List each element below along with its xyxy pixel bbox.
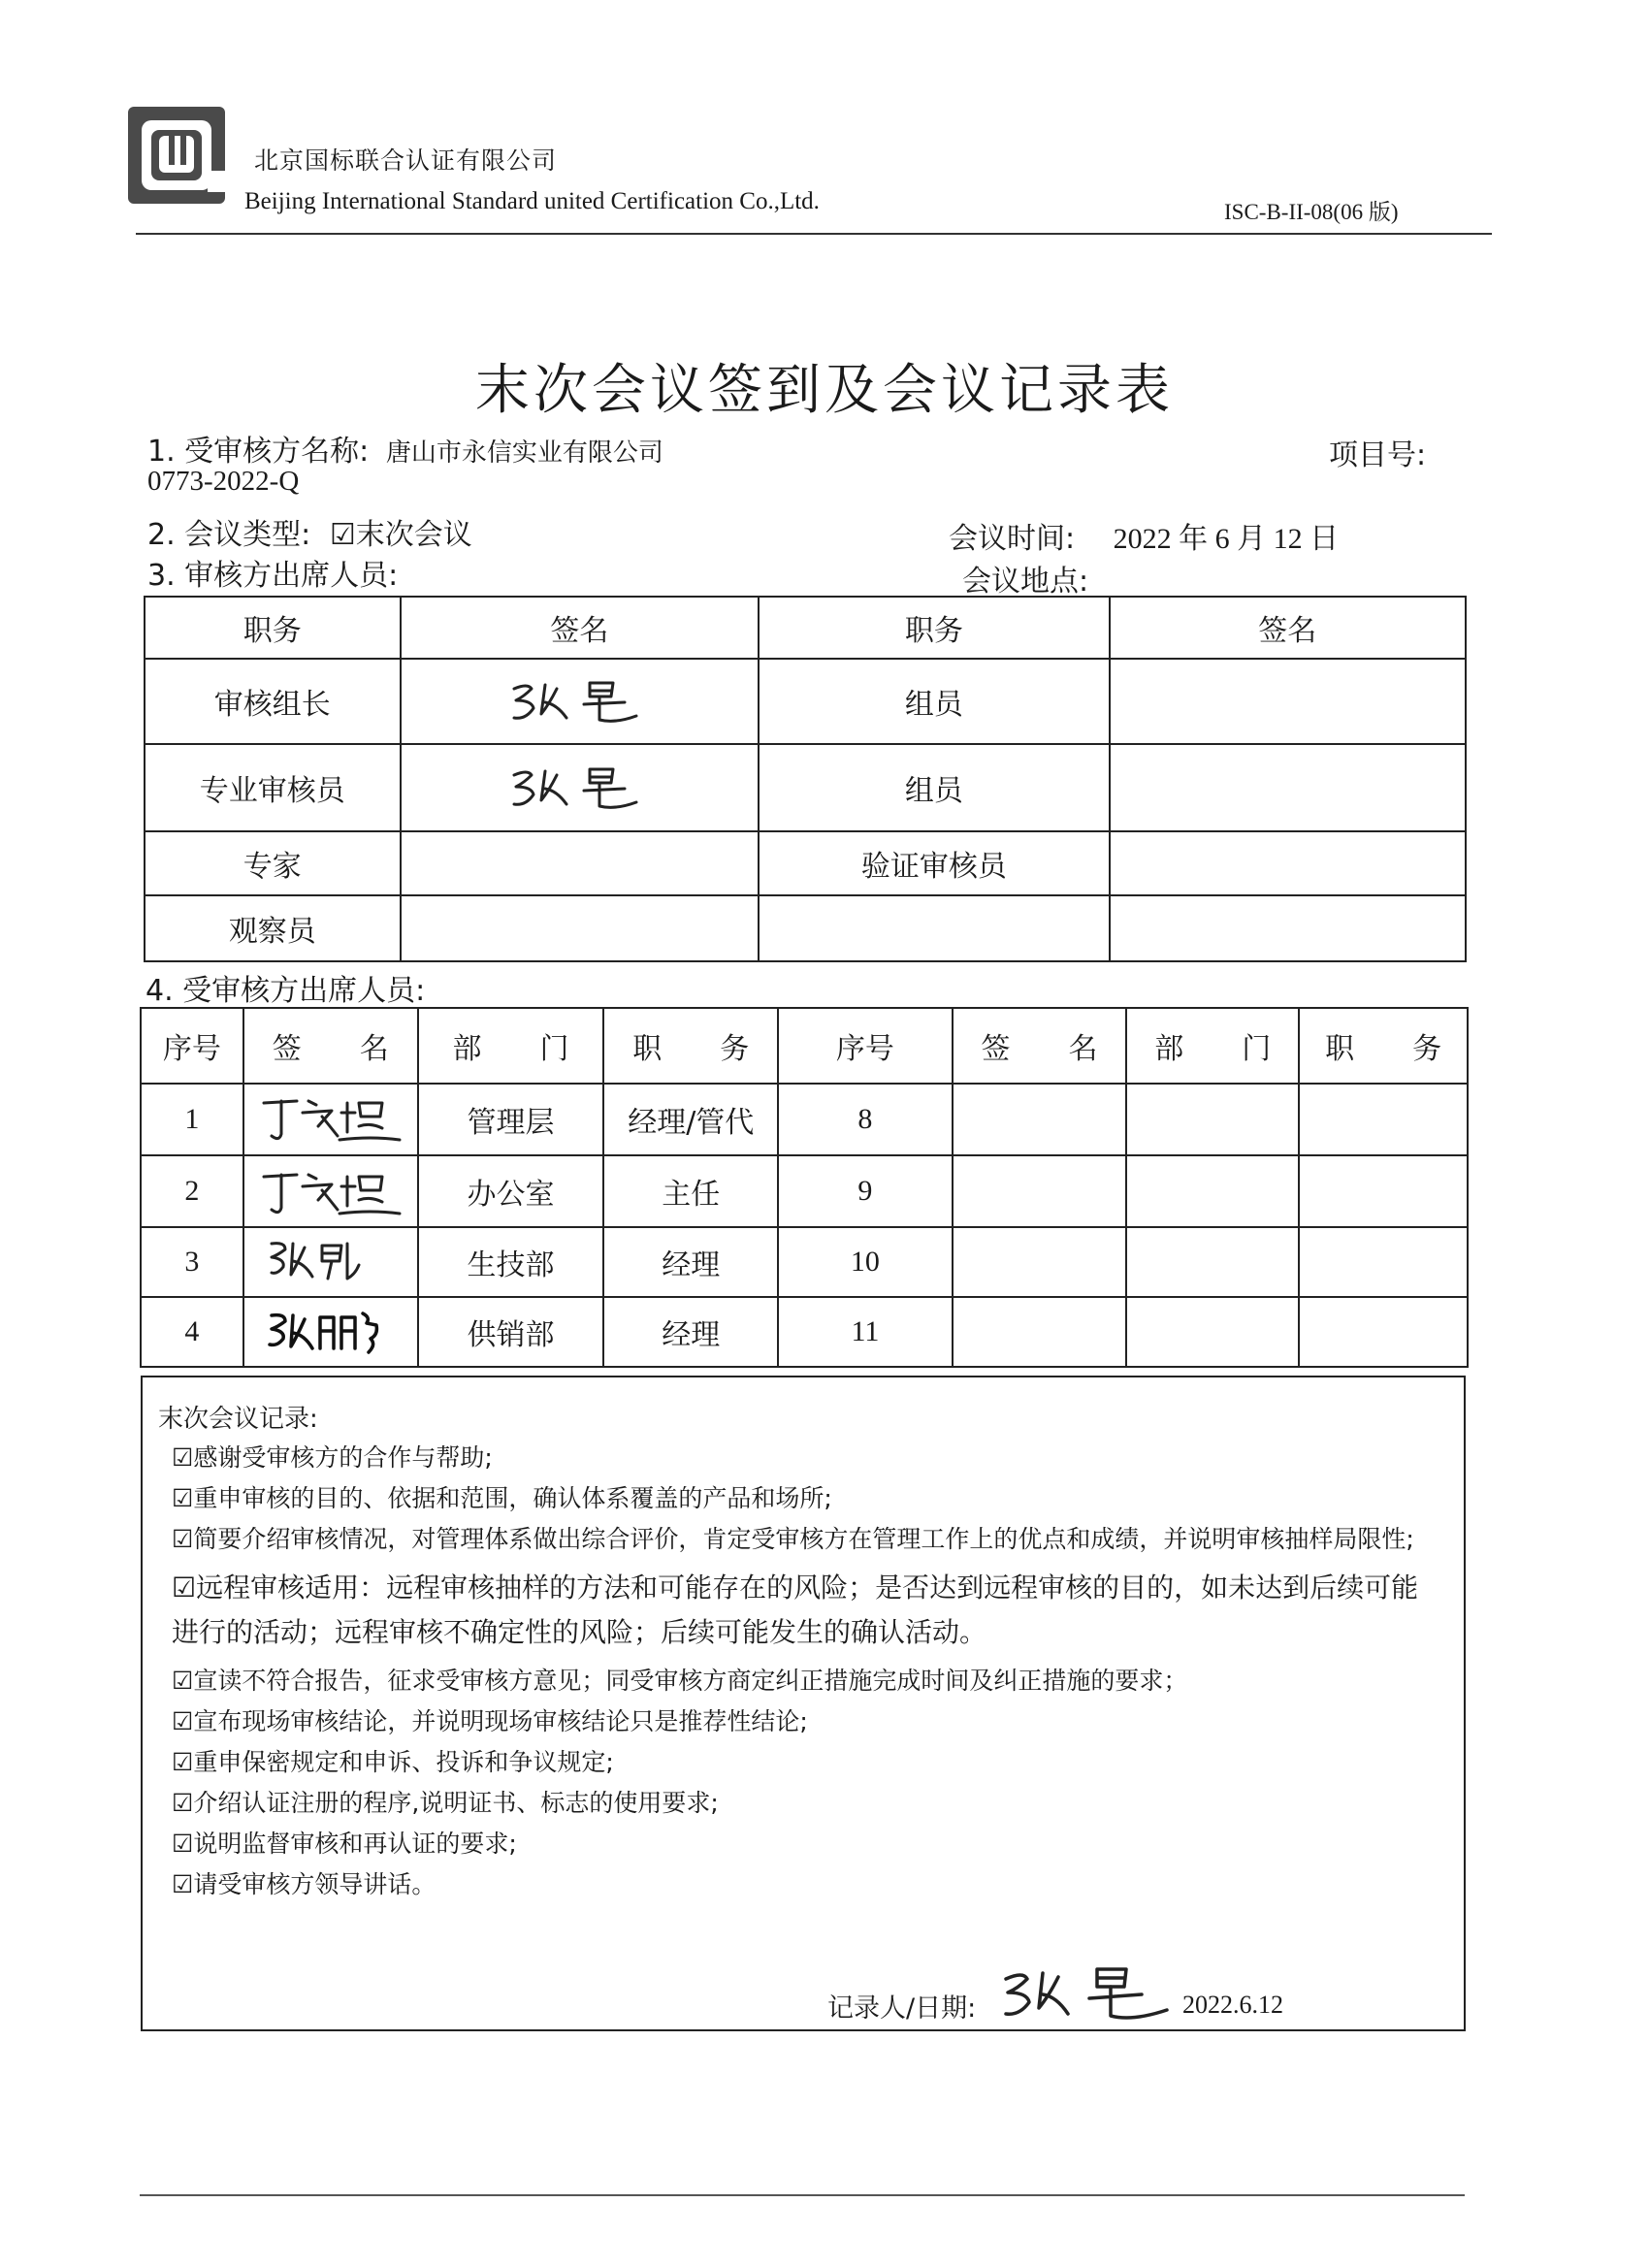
meeting-time-value: 2022 年 6 月 12 日 bbox=[1113, 523, 1340, 555]
role-cell: 观察员 bbox=[145, 895, 401, 961]
post-cell bbox=[1299, 1155, 1468, 1227]
document-title: 末次会议签到及会议记录表 bbox=[475, 359, 1174, 422]
table-row bbox=[145, 744, 1466, 831]
handwritten-signature bbox=[996, 1961, 1180, 2024]
post-cell bbox=[1299, 1084, 1468, 1155]
role-cell: 专家 bbox=[145, 831, 401, 895]
table-header-row bbox=[141, 1008, 1468, 1084]
post-cell: 经理/管代 bbox=[603, 1084, 778, 1155]
row-number: 9 bbox=[778, 1155, 953, 1227]
post-cell: 经理 bbox=[603, 1297, 778, 1367]
auditor-attendance-table bbox=[144, 596, 1467, 962]
meeting-place-label: 会议地点: bbox=[962, 565, 1089, 599]
post-cell bbox=[1299, 1227, 1468, 1297]
signature-cell bbox=[401, 831, 760, 895]
recorder-date: 2022.6.12 bbox=[1182, 1991, 1283, 2019]
handwritten-signature bbox=[506, 675, 652, 728]
auditee-label: 1. 受审核方名称: bbox=[147, 435, 370, 469]
header-cell: 职 务 bbox=[603, 1008, 778, 1084]
handwritten-signature bbox=[258, 1165, 404, 1217]
minutes-item: ☑远程审核适用：远程审核抽样的方法和可能存在的风险；是否达到远程审核的目的，如未达到后续可能进行的活动；远程审核不确定性的风险；后续可能发生的确认活动。 bbox=[172, 1571, 1419, 1648]
department-cell bbox=[1126, 1155, 1299, 1227]
row-number: 10 bbox=[778, 1227, 953, 1297]
department-cell: 办公室 bbox=[418, 1155, 604, 1227]
meeting-time-label: 会议时间: bbox=[949, 522, 1076, 556]
table-row bbox=[141, 1297, 1468, 1367]
row-number: 11 bbox=[778, 1297, 953, 1367]
meeting-time-line bbox=[949, 514, 1339, 557]
department-cell bbox=[1126, 1084, 1299, 1155]
role-cell: 组员 bbox=[759, 659, 1109, 744]
post-cell bbox=[1299, 1297, 1468, 1367]
post-cell: 主任 bbox=[603, 1155, 778, 1227]
form-code: ISC-B-II-08(06 版) bbox=[1224, 200, 1399, 224]
table-row bbox=[141, 1227, 1468, 1297]
role-cell bbox=[759, 895, 1109, 961]
handwritten-signature bbox=[258, 1236, 404, 1288]
minutes-item: ☑感谢受审核方的合作与帮助; bbox=[172, 1443, 493, 1472]
row-number: 8 bbox=[778, 1084, 953, 1155]
minutes-list bbox=[172, 1438, 1442, 1905]
auditee-attendees-label: 4. 受审核方出席人员: bbox=[146, 974, 426, 1008]
header-cell: 签名 bbox=[401, 597, 760, 659]
minutes-item: ☑重申保密规定和申诉、投诉和争议规定; bbox=[172, 1748, 614, 1776]
header-cell: 职务 bbox=[145, 597, 401, 659]
meeting-type-label: 2. 会议类型: bbox=[147, 518, 311, 552]
signature-cell bbox=[1110, 744, 1466, 831]
department-cell: 供销部 bbox=[418, 1297, 604, 1367]
signature-cell bbox=[953, 1084, 1127, 1155]
handwritten-signature bbox=[258, 1093, 404, 1146]
header-cell: 部 门 bbox=[1126, 1008, 1299, 1084]
minutes-item: ☑简要介绍审核情况，对管理体系做出综合评价，肯定受审核方在管理工作上的优点和成绩，并说明审核抽样局限性; bbox=[172, 1525, 1414, 1553]
meeting-type-value: ☑末次会议 bbox=[329, 518, 472, 552]
row-number: 3 bbox=[141, 1227, 243, 1297]
header-cell: 签名 bbox=[1110, 597, 1466, 659]
signature-cell bbox=[243, 1155, 418, 1227]
table-row bbox=[145, 895, 1466, 961]
minutes-heading: 末次会议记录: bbox=[158, 1405, 318, 1434]
meeting-minutes-box bbox=[141, 1376, 1466, 2031]
signature-cell bbox=[243, 1084, 418, 1155]
role-cell: 验证审核员 bbox=[759, 831, 1109, 895]
signature-cell bbox=[953, 1155, 1127, 1227]
company-name-cn: 北京国标联合认证有限公司 bbox=[254, 146, 558, 175]
signature-cell bbox=[243, 1227, 418, 1297]
footer-divider bbox=[140, 2194, 1465, 2196]
minutes-item: ☑宣布现场审核结论，并说明现场审核结论只是推荐性结论; bbox=[172, 1707, 808, 1735]
signature-cell bbox=[953, 1227, 1127, 1297]
company-name-en: Beijing International Standard united Certification Co.,Ltd. bbox=[244, 188, 820, 214]
signature-cell bbox=[243, 1297, 418, 1367]
role-cell: 专业审核员 bbox=[145, 744, 401, 831]
role-cell: 审核组长 bbox=[145, 659, 401, 744]
minutes-item: ☑请受审核方领导讲话。 bbox=[172, 1870, 436, 1898]
row-number: 2 bbox=[141, 1155, 243, 1227]
recorder-label: 记录人/日期: bbox=[827, 1993, 977, 2024]
table-row bbox=[141, 1155, 1468, 1227]
handwritten-signature bbox=[258, 1306, 404, 1358]
meeting-type-line bbox=[147, 510, 472, 553]
header-cell: 序号 bbox=[778, 1008, 953, 1084]
row-number: 1 bbox=[141, 1084, 243, 1155]
signature-cell bbox=[1110, 895, 1466, 961]
signature-cell bbox=[401, 659, 760, 744]
row-number: 4 bbox=[141, 1297, 243, 1367]
minutes-item: ☑介绍认证注册的程序,说明证书、标志的使用要求; bbox=[172, 1789, 719, 1817]
project-label: 项目号: bbox=[1329, 438, 1427, 472]
department-cell: 管理层 bbox=[418, 1084, 604, 1155]
signature-cell bbox=[401, 895, 760, 961]
table-row bbox=[145, 659, 1466, 744]
company-logo bbox=[124, 103, 229, 208]
department-cell: 生技部 bbox=[418, 1227, 604, 1297]
department-cell bbox=[1126, 1297, 1299, 1367]
header-cell: 序号 bbox=[141, 1008, 243, 1084]
table-row bbox=[145, 831, 1466, 895]
table-header-row bbox=[145, 597, 1466, 659]
header-cell: 职 务 bbox=[1299, 1008, 1468, 1084]
table-row bbox=[141, 1084, 1468, 1155]
signature-cell bbox=[1110, 831, 1466, 895]
auditee-name: 唐山市永信实业有限公司 bbox=[385, 438, 663, 468]
header-cell: 部 门 bbox=[418, 1008, 604, 1084]
signature-cell bbox=[401, 744, 760, 831]
header-cell: 职务 bbox=[759, 597, 1109, 659]
minutes-item: ☑说明监督审核和再认证的要求; bbox=[172, 1830, 517, 1858]
handwritten-signature bbox=[506, 761, 652, 814]
department-cell bbox=[1126, 1227, 1299, 1297]
header-divider bbox=[136, 233, 1492, 235]
minutes-item: ☑重申审核的目的、依据和范围，确认体系覆盖的产品和场所; bbox=[172, 1484, 832, 1512]
project-number: 0773-2022-Q bbox=[147, 466, 300, 497]
signature-cell bbox=[953, 1297, 1127, 1367]
header-cell: 签 名 bbox=[953, 1008, 1127, 1084]
minutes-item: ☑宣读不符合报告，征求受审核方意见；同受审核方商定纠正措施完成时间及纠正措施的要求； bbox=[172, 1667, 1188, 1695]
header-cell: 签 名 bbox=[243, 1008, 418, 1084]
role-cell: 组员 bbox=[759, 744, 1109, 831]
auditee-name-line bbox=[147, 427, 663, 470]
auditee-attendance-table bbox=[140, 1007, 1469, 1368]
signature-cell bbox=[1110, 659, 1466, 744]
post-cell: 经理 bbox=[603, 1227, 778, 1297]
auditor-attendees-label: 3. 审核方出席人员: bbox=[147, 559, 399, 593]
